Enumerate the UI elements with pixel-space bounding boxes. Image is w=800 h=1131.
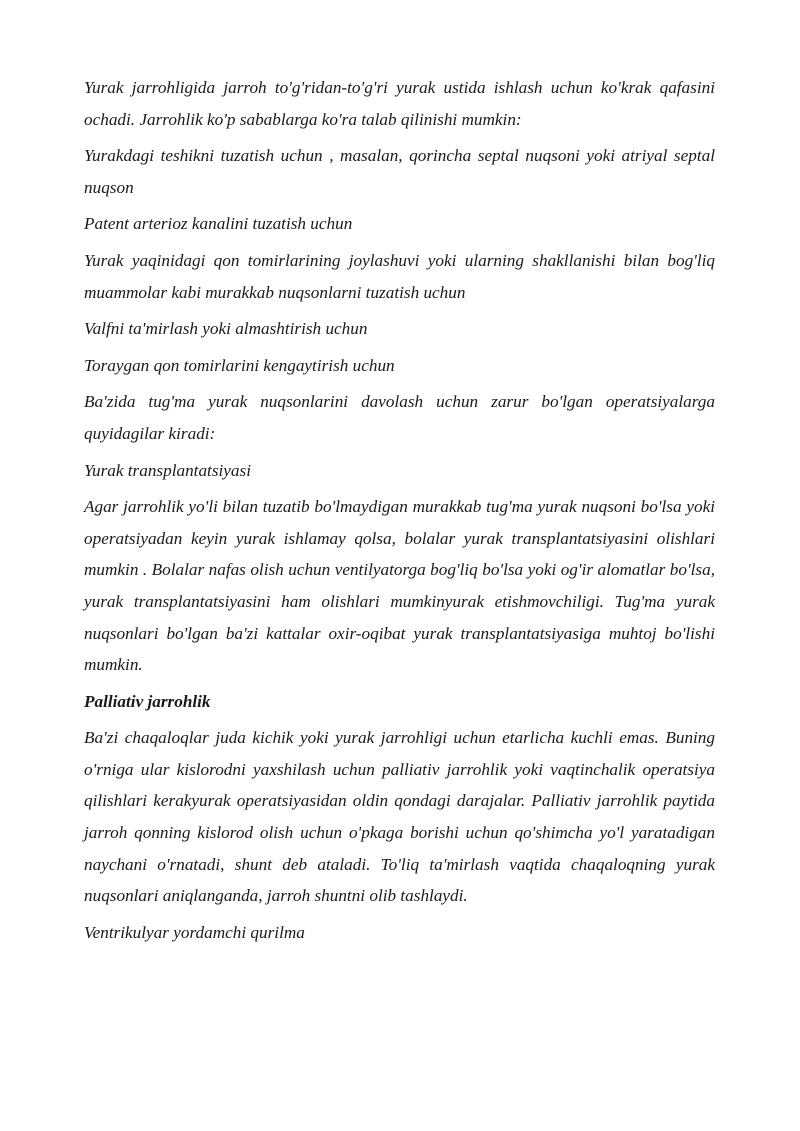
paragraph-septal-defect: Yurakdagi teshikni tuzatish uchun , masalan, qorincha septal nuqsoni yoki atriyal septal nuqson [84,146,715,197]
heading-heart-transplant: Yurak transplantatsiyasi [84,460,251,480]
heading-palliative-surgery: Palliativ jarrohlik [84,691,211,711]
paragraph-heart-transplant: Agar jarrohlik yo'li bilan tuzatib bo'lmaydigan murakkab tug'ma yurak nuqsoni bo'lsa yoki operatsiyadan keyin yurak ishlamay qolsa, bolalar yurak transplantatsiyasini olishlari mumkin . Bolalar nafas olish uchun ventilyatorga bog'liq bo'lsa yoki og'ir alomatlar bo'lsa, yurak transplantatsiyasini ham olishlari mumkinyurak etishmovchiligi. Tug'ma yurak nuqsonlari bo'lgan ba'zi kattalar oxir-oqibat yurak transplantatsiyasiga muhtoj bo'lishi mumkin. [84,497,715,675]
paragraph-vessel-widening: Toraygan qon tomirlarini kengaytirish uchun [84,355,395,375]
document-page [84,72,715,953]
heading-ventricular-assist-device: Ventrikulyar yordamchi qurilma [84,922,305,942]
paragraph-palliative-surgery: Ba'zi chaqaloqlar juda kichik yoki yurak jarrohligi uchun etarlicha kuchli emas. Buning o'rniga ular kislorodni yaxshilash uchun palliativ jarrohlik yoki vaqtinchalik operatsiya qilishlari kerakyurak operatsiyasidan oldin qondagi darajalar. Palliativ jarrohlik paytida jarroh qonning kislorod olish uchun o'pkaga borishi uchun qo'shimcha yo'l yaratadigan naychani o'rnatadi, shunt deb ataladi. To'liq ta'mirlash vaqtida chaqaloqning yurak nuqsonlari aniqlanganda, jarroh shuntni olib tashlaydi. [84,728,715,906]
paragraph-patent-ductus: Patent arterioz kanalini tuzatish uchun [84,214,353,234]
paragraph-intro: Yurak jarrohligida jarroh to'g'ridan-to'g'ri yurak ustida ishlash uchun ko'krak qafasini ochadi. Jarrohlik ko'p sabablarga ko'ra talab qilinishi mumkin: [84,78,715,129]
paragraph-complex-defects: Yurak yaqinidagi qon tomirlarining joylashuvi yoki ularning shakllanishi bilan bog'liq muammolar kabi murakkab nuqsonlarni tuzatish uchun [84,250,715,302]
paragraph-valve-repair: Valfni ta'mirlash yoki almashtirish uchun [84,319,368,339]
paragraph-operations-intro: Ba'zida tug'ma yurak nuqsonlarini davolash uchun zarur bo'lgan operatsiyalarga quyidagilar kiradi: [84,392,715,443]
